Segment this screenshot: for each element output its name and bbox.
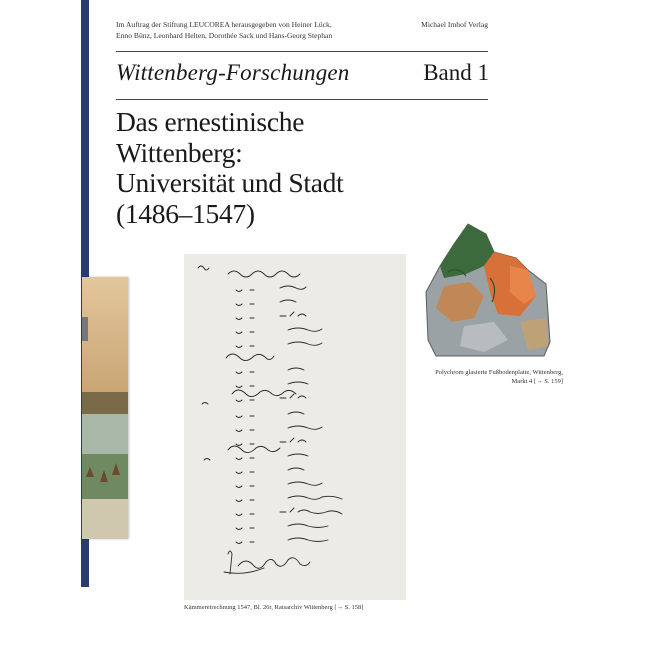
title-line-3: Universität und Stadt: [116, 167, 344, 198]
series-title: Wittenberg-Forschungen: [116, 60, 350, 85]
divider-bottom: [116, 99, 488, 100]
manuscript-image: [184, 254, 406, 600]
publisher-name: Michael Imhof Verlag: [421, 20, 488, 29]
spine-cityscape-image: [82, 277, 128, 539]
volume-number: Band 1: [423, 60, 489, 85]
manuscript-caption: Kämmereirechnung 1547, Bl. 26r, Ratsarchiv Wittenberg [→ S. 158]: [184, 604, 364, 611]
title-line-4: (1486–1547): [116, 197, 255, 229]
divider-top: [116, 51, 488, 52]
title-line-2: Wittenberg:: [116, 136, 243, 168]
editors-line-2: Enno Bünz, Leonhard Helten, Dorothée Sack und Hans-Georg Stephan: [116, 30, 333, 40]
title-line-1: Das ernestinische: [116, 106, 305, 137]
floor-tile-image: [424, 222, 554, 362]
floor-tile-caption: [418, 368, 563, 386]
tile-caption-line-2: Markt 4 [→ S. 159]: [511, 378, 563, 385]
book-title: [116, 107, 343, 229]
tile-caption-line-1: Polychrom glasierte Fußbodenplatte, Wittenberg,: [435, 369, 563, 376]
editors-credit: [116, 20, 376, 41]
editors-line-1: Im Auftrag der Stiftung LEUCOREA herausgegeben von Heiner Lück,: [116, 20, 332, 29]
